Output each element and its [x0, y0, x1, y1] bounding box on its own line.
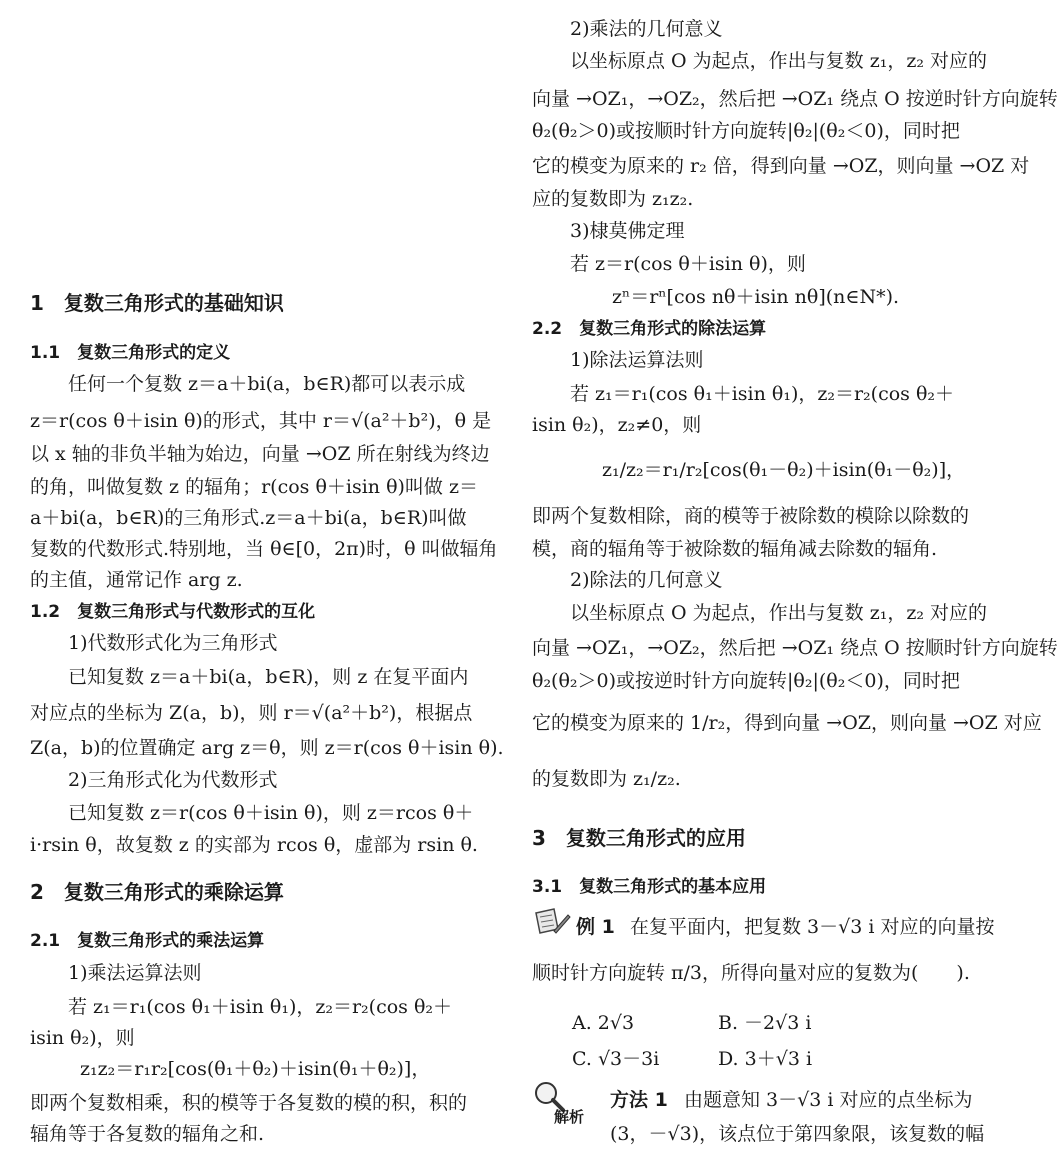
section-1-2-heading: 1.2 复数三角形式与代数形式的互化 — [30, 602, 316, 622]
subheading: 1)乘法运算法则 — [68, 962, 202, 984]
paragraph-line: 已知复数 z＝r(cos θ＋isin θ)，则 z＝rcos θ＋ — [68, 802, 474, 824]
paragraph-line: Z(a，b)的位置确定 arg z＝θ，则 z＝r(cos θ＋isin θ). — [30, 737, 504, 759]
section-1-heading: 1 复数三角形式的基础知识 — [30, 291, 284, 315]
formula-line: z₁/z₂＝r₁/r₂[cos(θ₁－θ₂)＋isin(θ₁－θ₂)]， — [602, 459, 966, 481]
paragraph-line: z＝r(cos θ＋isin θ)的形式，其中 r＝√(a²＋b²)，θ 是 — [30, 410, 492, 432]
section-2-heading: 2 复数三角形式的乘除运算 — [30, 880, 284, 904]
paragraph-line: 若 z₁＝r₁(cos θ₁＋isin θ₁)，z₂＝r₂(cos θ₂＋ — [68, 996, 453, 1018]
paragraph-line: 若 z＝r(cos θ＋isin θ)，则 — [570, 253, 806, 275]
subheading: 2)三角形式化为代数形式 — [68, 769, 278, 791]
option-d: D. 3＋√3 i — [718, 1048, 813, 1070]
paragraph-line: a＋bi(a，b∈R)的三角形式.z＝a＋bi(a，b∈R)叫做 — [30, 507, 467, 529]
paragraph-line: 它的模变为原来的 1/r₂，得到向量 →OZ，则向量 →OZ 对应 — [532, 712, 1042, 734]
option-a: A. 2√3 — [572, 1012, 635, 1034]
subheading: 2)除法的几何意义 — [570, 569, 723, 591]
subheading: 2)乘法的几何意义 — [570, 18, 723, 40]
section-3-heading: 3 复数三角形式的应用 — [532, 826, 746, 850]
paragraph-line: 的主值，通常记作 arg z. — [30, 569, 243, 591]
paragraph-line: θ₂(θ₂＞0)或按顺时针方向旋转|θ₂|(θ₂＜0)，同时把 — [532, 120, 960, 142]
formula-line: zⁿ＝rⁿ[cos nθ＋isin nθ](n∈N*). — [612, 286, 900, 308]
example-line: 在复平面内，把复数 3－√3 i 对应的向量按 — [630, 916, 995, 938]
formula-line: z₁z₂＝r₁r₂[cos(θ₁＋θ₂)＋isin(θ₁＋θ₂)]， — [80, 1058, 431, 1080]
paragraph-line: 以 x 轴的非负半轴为始边，向量 →OZ 所在射线为终边 — [30, 443, 490, 465]
section-1-1-heading: 1.1 复数三角形式的定义 — [30, 343, 231, 363]
section-3-1-heading: 3.1 复数三角形式的基本应用 — [532, 877, 767, 897]
paragraph-line: 向量 →OZ₁，→OZ₂，然后把 →OZ₁ 绕点 O 按顺时针方向旋转 — [532, 637, 1058, 659]
method-label: 方法 1 — [610, 1089, 668, 1111]
paragraph-line: 已知复数 z＝a＋bi(a，b∈R)，则 z 在复平面内 — [68, 666, 469, 688]
subheading: 1)代数形式化为三角形式 — [68, 632, 278, 654]
paragraph-line: i·rsin θ，故复数 z 的实部为 rcos θ，虚部为 rsin θ. — [30, 834, 478, 856]
paragraph-line: 复数的代数形式.特别地，当 θ∈[0，2π)时，θ 叫做辐角 — [30, 538, 498, 560]
paragraph-line: 即两个复数相乘，积的模等于各复数的模的积，积的 — [30, 1092, 468, 1114]
paragraph-line: 对应点的坐标为 Z(a，b)，则 r＝√(a²＋b²)，根据点 — [30, 702, 473, 724]
paragraph-line: θ₂(θ₂＞0)或按逆时针方向旋转|θ₂|(θ₂＜0)，同时把 — [532, 670, 960, 692]
paragraph-line: 向量 →OZ₁，→OZ₂，然后把 →OZ₁ 绕点 O 按逆时针方向旋转 — [532, 88, 1058, 110]
subheading: 3)棣莫佛定理 — [570, 220, 685, 242]
paragraph-line: 的复数即为 z₁/z₂. — [532, 768, 681, 790]
paragraph-line: 以坐标原点 O 为起点，作出与复数 z₁，z₂ 对应的 — [570, 602, 987, 624]
analysis-label: 解析 — [554, 1108, 585, 1126]
section-2-1-heading: 2.1 复数三角形式的乘法运算 — [30, 931, 265, 951]
paragraph-line: 任何一个复数 z＝a＋bi(a，b∈R)都可以表示成 — [68, 373, 466, 395]
option-c: C. √3－3i — [572, 1048, 660, 1070]
subheading: 1)除法运算法则 — [570, 349, 704, 371]
paragraph-line: 应的复数即为 z₁z₂. — [532, 188, 694, 210]
example-line: 顺时针方向旋转 π/3，所得向量对应的复数为( ). — [532, 962, 970, 984]
paragraph-line: 模，商的辐角等于被除数的辐角减去除数的辐角. — [532, 538, 938, 560]
example-label: 例 1 — [576, 916, 615, 938]
analysis-line: 由题意知 3－√3 i 对应的点坐标为 — [684, 1089, 973, 1111]
paragraph-line: 的角，叫做复数 z 的辐角；r(cos θ＋isin θ)叫做 z＝ — [30, 476, 478, 498]
section-2-2-heading: 2.2 复数三角形式的除法运算 — [532, 319, 767, 339]
paragraph-line: 辐角等于各复数的辐角之和. — [30, 1123, 265, 1145]
paragraph-line: 它的模变为原来的 r₂ 倍，得到向量 →OZ，则向量 →OZ 对 — [532, 155, 1030, 177]
option-b: B. －2√3 i — [718, 1012, 812, 1034]
paragraph-line: isin θ₂)，z₂≠0，则 — [532, 414, 702, 436]
paragraph-line: 若 z₁＝r₁(cos θ₁＋isin θ₁)，z₂＝r₂(cos θ₂＋ — [570, 383, 955, 405]
analysis-line: (3，－√3)，该点位于第四象限，该复数的幅 — [610, 1123, 985, 1145]
pencil-note-icon — [532, 905, 572, 946]
paragraph-line: 即两个复数相除，商的模等于被除数的模除以除数的 — [532, 505, 970, 527]
paragraph-line: isin θ₂)，则 — [30, 1027, 135, 1049]
paragraph-line: 以坐标原点 O 为起点，作出与复数 z₁，z₂ 对应的 — [570, 50, 987, 72]
